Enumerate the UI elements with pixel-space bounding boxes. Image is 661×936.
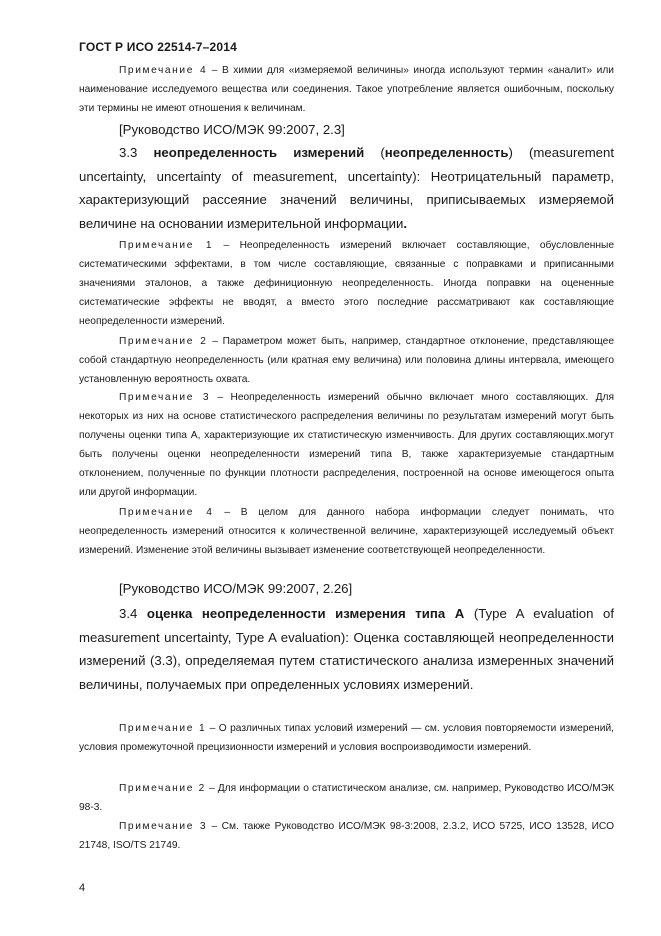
- term-definition-text: (Type A evaluation of measurement uncertainty, Type A evaluation): Оценка составляющей неопределенности измерений (3.3), определяемая путем статистического анализа измеренных значений величины, получаемых при определенных условиях измерений.: [79, 606, 615, 692]
- note-text: – Неопределенность измерений обычно включает много составляющих. Для некоторых из них на основе статистического распределения величины по результатам измерений могут быть получены оценки типа А, характеризующие их статистическую изменчивость. Для других составляющих.могут быть получены оценки неопределенности измерений типа В, также характеризуемые стандартным отклонением, полученные по функции плотности распределения, построенной на основе имеющегося опыта или другой информации.: [79, 392, 614, 498]
- reference-2-26: [Руководство ИСО/МЭК 99:2007, 2.26]: [119, 581, 353, 596]
- note-label: Примечание 1: [119, 723, 207, 734]
- term-end-dot: .: [403, 215, 408, 231]
- note-text: – Для информации о статистическом анализе, см. например, Руководство ИСО/МЭК 98-3.: [79, 783, 614, 813]
- note-label: Примечание 4: [119, 65, 208, 76]
- note-3-4-2: [79, 779, 614, 817]
- note-text: – В химии для «измеряемой величины» иногда используют термин «аналит» или наименование исследуемого вещества или соединения. Такое употребление является ошибочным, поскольку эти термины не имеют отношения к величинам.: [79, 65, 614, 114]
- note-label: Примечание 3: [119, 821, 208, 832]
- note-label: Примечание 1: [119, 240, 214, 251]
- document-header: ГОСТ Р ИСО 22514-7–2014: [79, 40, 238, 54]
- note-text: – Неопределенность измерений включает составляющие, обусловленные систематическими эффектами, в том числе составляющие, связанные с поправками и приписанными значениями эталонов, а также дефиниционную неопределенность. Иногда поправки на оцененные систематические эффекты не вводят, а вместо этого последние рассматривают как составляющие неопределенности измерений.: [79, 240, 614, 327]
- term-3-3-definition: [79, 141, 614, 235]
- note-text: – О различных типах условий измерений — см. условия повторяемости измерений, условия промежуточной прецизионности измерений и условия воспроизводимости измерений.: [79, 723, 614, 753]
- note-label: Примечание 4: [119, 507, 214, 518]
- term-number: 3.3: [119, 145, 154, 160]
- term-punct: (: [364, 145, 385, 160]
- page-number: 4: [79, 882, 86, 894]
- note-text: – Параметром может быть, например, стандартное отклонение, представляющее собой стандартную неопределенность (или кратная ему величина) или половина длины интервала, имеющего установленную вероятность охвата.: [79, 336, 615, 385]
- term-short-name: неопределенность: [384, 145, 509, 160]
- term-definition-text: ) (measurement uncertainty, uncertainty of measurement, uncertainty): Неотрицательный параметр, характеризующий рассеяние значений величины, приписываемых измеряемой величине на основании измерительной информации: [79, 145, 615, 231]
- term-name: неопределенность измерений: [153, 145, 365, 160]
- term-3-4-definition: [79, 602, 614, 696]
- note-text: – В целом для данного набора информации следует понимать, что неопределенность измерений относится к количественной величине, характеризующей исследуемый объект измерений. Изменение этой величины вызывает изменение соответствующей неопределенности.: [79, 507, 614, 556]
- note-3-4-1: [79, 719, 614, 757]
- note-3-3-1: [79, 236, 614, 331]
- note-label: Примечание 3: [119, 392, 211, 403]
- note-3-3-2: [79, 332, 614, 389]
- note-3-4-3: [79, 817, 614, 855]
- note-label: Примечание 2: [119, 336, 208, 347]
- note-3-3-3: [79, 388, 614, 502]
- note-label: Примечание 2: [119, 783, 206, 794]
- note-4-measurand: [79, 61, 614, 118]
- note-3-3-4: [79, 503, 614, 560]
- reference-2-3: [Руководство ИСО/МЭК 99:2007, 2.3]: [119, 122, 345, 137]
- term-name: оценка неопределенности измерения типа А: [146, 606, 465, 621]
- note-text: – См. также Руководство ИСО/МЭК 98-3:2008, 2.3.2, ИСО 5725, ИСО 13528, ИСО 21748, ISO/TS 21749.: [79, 821, 614, 851]
- term-number: 3.4: [119, 606, 147, 621]
